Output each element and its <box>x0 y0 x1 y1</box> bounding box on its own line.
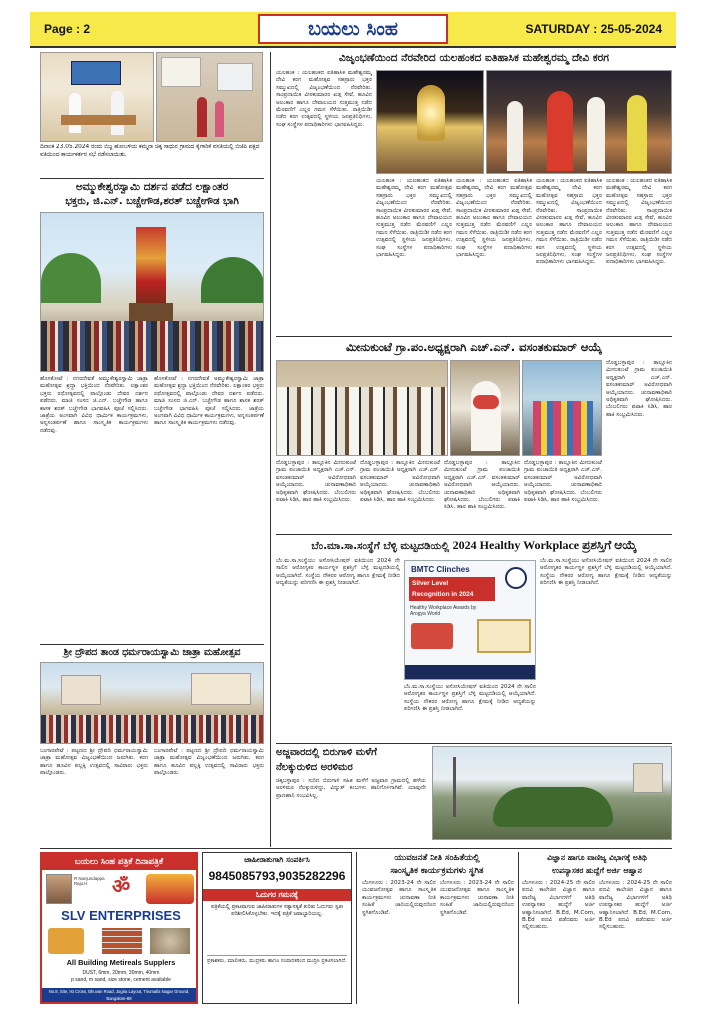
article4-body-col1: ದೊಡ್ಡಬಳ್ಳಾಪುರ : ತಾಲ್ಲೂಕಿನ ಮೀನುಕುಂಟೆ ಗ್ರಾಮ ಪಂಚಾಯಿತಿ ಅಧ್ಯಕ್ಷರಾಗಿ ಎಚ್.ಎನ್. ವಸಂತಕುಮಾರ್ ಅವಿರೋಧವಾಗಿ ಆಯ್ಕೆಯಾದರು. ಚುನಾವಣಾಧಿಕಾರಿ ಅಧಿಕೃತವಾಗಿ ಘೋಷಿಸಿದರು. ಬೆಂಬಲಿಗರು ಪಟಾಕಿ ಸಿಡಿಸಿ, ಹಾರ ಹಾಕಿ ಸಂಭ್ರಮಿಸಿದರು. <box>276 460 356 504</box>
karaga-photo-left <box>376 70 484 174</box>
article6-headline-1: ಅಜ್ಜವಾರದಲ್ಲಿ ಬಿರುಗಾಳಿ ಮಳೆಗೆ <box>276 747 377 758</box>
issue-date: SATURDAY : 25-05-2024 <box>525 22 662 36</box>
classified-contact-box <box>202 852 352 1004</box>
ad-tagline: All Building Metireals Supplers <box>66 958 176 967</box>
publisher-footer: ಪ್ರಕಾಶಕರು, ಮಾಲೀಕರು, ಮುದ್ರಕರು ಹಾಗೂ ಸಂಪಾದಕರಿಂದ ಮುದ್ರಿಸಿ ಪ್ರಕಟಿಸಲಾಗಿದೆ. <box>207 955 347 1001</box>
slv-enterprises-ad <box>40 852 198 1004</box>
column-divider <box>356 852 357 1004</box>
meeting-photo-caption: ದಿನಾಂಕ 23.05.2024 ರಂದು ಬಿಜ್ಜ ಹೋಬಳಿಯ ಕಮ್ಮನಾ ಚಿಕ್ಕ ಸಾಧುನ ಗ್ರಾಮದ ಕೈಗಾರಿಕೆ ವಸತಿಯಲ್ಲಿ ಬಿಜೆಪಿ ಪಕ್ಷದ ವತಿಯಿಂದ ಕಾರ್ಯಕರ್ತರ ಸಭೆ ನಡೆಸಲಾಯಿತು. <box>40 144 260 158</box>
article5-headline-prefix: ಬೆಂ.ಮಾ.ಸಾ.ಸಂಸ್ಥೆಗೆ ಬೆಳ್ಳಿ ಮಟ್ಟದಡಿಯಲ್ಲಿ <box>311 541 450 552</box>
newspaper-title: ಬಯಲು ಸಿಂಹ <box>258 14 448 44</box>
column-divider <box>518 852 519 1004</box>
article6-headline-2: ನೆಲಕ್ಕುರುಳಿದ ಅರಳಿಮರ <box>276 762 353 773</box>
article8-headline-1: ವಿಜ್ಞಾನ ಹಾಗೂ ವಾಣಿಜ್ಯ ವಿಭಾಗಕ್ಕೆ ಅತಿಥಿ <box>547 853 647 862</box>
meeting-photo-right <box>156 52 263 142</box>
article3-body-col2: ಯಲಹಂಕ : ಯಲಹಂಕದ ಐತಿಹಾಸಿಕ ಮಹೇಶ್ವರಮ್ಮ ದೇವಿ ಕರಗ ಮಹೋತ್ಸವ ಸಹಸ್ರಾರು ಭಕ್ತರ ಸಮ್ಮುಖದಲ್ಲಿ ವಿಜೃಂಭಣೆಯಿಂದ ನೆರವೇರಿತು. ಸಾಂಪ್ರದಾಯಿಕ ವೀರಕುಮಾರರ ಖಡ್ಗ ಸೇವೆ, ಹೂವಿನ ಅಲಂಕಾರ ಹಾಗೂ ದೇವಾಲಯದ ಸುತ್ತಮುತ್ತ ನಡೆದ ಮೆರವಣಿಗೆ ಎಲ್ಲರ ಗಮನ ಸೆಳೆಯಿತು. ರಾತ್ರಿಯಿಡೀ ನಡೆದ ಕರಗ ಉತ್ಸವದಲ್ಲಿ ಸ್ಥಳೀಯ ಜನಪ್ರತಿನಿಧಿಗಳು, ಸಂಘ ಸಂಸ್ಥೆಗಳ ಪದಾಧಿಕಾರಿಗಳು ಭಾಗವಹಿಸಿದ್ದರು. <box>376 178 452 259</box>
ad-sand-image <box>150 928 190 954</box>
article2-body-col2: ಬಂಗಾರಪೇಟೆ : ಪಟ್ಟಣದ ಶ್ರೀ ದ್ರೌಪದಿ ಧರ್ಮರಾಯಸ್ವಾಮಿ ಜಾತ್ರಾ ಮಹೋತ್ಸವ ವಿಜೃಂಭಣೆಯಿಂದ ಜರುಗಿತು. ಕರಗ ಹಾಗೂ ಹೂವಿನ ಪಲ್ಲಕ್ಕಿ ಉತ್ಸವದಲ್ಲಿ ಸಾವಿರಾರು ಭಕ್ತರು ಪಾಲ್ಗೊಂಡರು. <box>154 748 264 777</box>
article4-body-col4: ದೊಡ್ಡಬಳ್ಳಾಪುರ : ತಾಲ್ಲೂಕಿನ ಮೀನುಕುಂಟೆ ಗ್ರಾಮ ಪಂಚಾಯಿತಿ ಅಧ್ಯಕ್ಷರಾಗಿ ಎಚ್.ಎನ್. ವಸಂತಕುಮಾರ್ ಅವಿರೋಧವಾಗಿ ಆಯ್ಕೆಯಾದರು. ಚುನಾವಣಾಧಿಕಾರಿ ಅಧಿಕೃತವಾಗಿ ಘೋಷಿಸಿದರು. ಬೆಂಬಲಿಗರು ಪಟಾಕಿ ಸಿಡಿಸಿ, ಹಾರ ಹಾಕಿ ಸಂಭ್ರಮಿಸಿದರು. <box>524 460 602 504</box>
article8-body-col2: ಬೆಂಗಳೂರು : 2024-25 ನೇ ಸಾಲಿನ ಪದವಿ ಕಾಲೇಜಿನ ವಿಜ್ಞಾನ ಹಾಗೂ ವಾಣಿಜ್ಯ ವಿಭಾಗಗಳಿಗೆ ಅತಿಥಿ ಉಪನ್ಯಾಸಕರ ಹುದ್ದೆಗೆ ಅರ್ಜಿ ಆಹ್ವಾನಿಸಲಾಗಿದೆ. B.Ed, M.Com, B.Ed ಪದವಿ ಪಡೆದವರು ಅರ್ಜಿ ಸಲ್ಲಿಸಬಹುದು. <box>599 880 672 931</box>
article1-body-col1: ಹೊಸಕೋಟೆ : ನಗರದೇವತೆ ಅಮ್ಮುಕೇಶ್ವರಸ್ವಾಮಿ ಜಾತ್ರಾ ಮಹೋತ್ಸವ ಶ್ರದ್ಧಾ ಭಕ್ತಿಯಿಂದ ನೆರವೇರಿತು. ಲಕ್ಷಾಂತರ ಭಕ್ತರು ರಥೋತ್ಸವದಲ್ಲಿ ಪಾಲ್ಗೊಂಡು ದೇವರ ದರ್ಶನ ಪಡೆದರು. ಮಾಜಿ ಸಂಸದ ಜಿ.ಎನ್. ಬಚ್ಚೇಗೌಡ ಹಾಗೂ ಶಾಸಕ ಶರತ್ ಬಚ್ಚೇಗೌಡ ಭಾಗವಹಿಸಿ ಪೂಜೆ ಸಲ್ಲಿಸಿದರು. ಜಾತ್ರೆಯ ಅಂಗವಾಗಿ ವಿವಿಧ ಧಾರ್ಮಿಕ ಕಾರ್ಯಕ್ರಮಗಳು, ಅನ್ನಸಂತರ್ಪಣೆ ಹಾಗೂ ಸಾಂಸ್ಕೃತಿಕ ಕಾರ್ಯಕ್ರಮಗಳು ನಡೆದವು. <box>40 376 148 434</box>
deity-image <box>146 874 194 904</box>
article2-body-col1: ಬಂಗಾರಪೇಟೆ : ಪಟ್ಟಣದ ಶ್ರೀ ದ್ರೌಪದಿ ಧರ್ಮರಾಯಸ್ವಾಮಿ ಜಾತ್ರಾ ಮಹೋತ್ಸವ ವಿಜೃಂಭಣೆಯಿಂದ ಜರುಗಿತು. ಕರಗ ಹಾಗೂ ಹೂವಿನ ಪಲ್ಲಕ್ಕಿ ಉತ್ಸವದಲ್ಲಿ ಸಾವಿರಾರು ಭಕ್ತರು ಪಾಲ್ಗೊಂಡರು. <box>40 748 148 777</box>
panchayat-president-photo-1 <box>276 360 448 456</box>
article3-body-col5: ಯಲಹಂಕ : ಯಲಹಂಕದ ಐತಿಹಾಸಿಕ ಮಹೇಶ್ವರಮ್ಮ ದೇವಿ ಕರಗ ಮಹೋತ್ಸವ ಸಹಸ್ರಾರು ಭಕ್ತರ ಸಮ್ಮುಖದಲ್ಲಿ ವಿಜೃಂಭಣೆಯಿಂದ ನೆರವೇರಿತು. ಸಾಂಪ್ರದಾಯಿಕ ವೀರಕುಮಾರರ ಖಡ್ಗ ಸೇವೆ, ಹೂವಿನ ಅಲಂಕಾರ ಹಾಗೂ ದೇವಾಲಯದ ಸುತ್ತಮುತ್ತ ನಡೆದ ಮೆರವಣಿಗೆ ಎಲ್ಲರ ಗಮನ ಸೆಳೆಯಿತು. ರಾತ್ರಿಯಿಡೀ ನಡೆದ ಕರಗ ಉತ್ಸವದಲ್ಲಿ ಸ್ಥಳೀಯ ಜನಪ್ರತಿನಿಧಿಗಳು, ಸಂಘ ಸಂಸ್ಥೆಗಳ ಪದಾಧಿಕಾರಿಗಳು ಭಾಗವಹಿಸಿದ್ದರು. <box>606 178 672 266</box>
article3-body-col1: ಯಲಹಂಕ : ಯಲಹಂಕದ ಐತಿಹಾಸಿಕ ಮಹೇಶ್ವರಮ್ಮ ದೇವಿ ಕರಗ ಮಹೋತ್ಸವ ಸಹಸ್ರಾರು ಭಕ್ತರ ಸಮ್ಮುಖದಲ್ಲಿ ವಿಜೃಂಭಣೆಯಿಂದ ನೆರವೇರಿತು. ಸಾಂಪ್ರದಾಯಿಕ ವೀರಕುಮಾರರ ಖಡ್ಗ ಸೇವೆ, ಹೂವಿನ ಅಲಂಕಾರ ಹಾಗೂ ದೇವಾಲಯದ ಸುತ್ತಮುತ್ತ ನಡೆದ ಮೆರವಣಿಗೆ ಎಲ್ಲರ ಗಮನ ಸೆಳೆಯಿತು. ರಾತ್ರಿಯಿಡೀ ನಡೆದ ಕರಗ ಉತ್ಸವದಲ್ಲಿ ಸ್ಥಳೀಯ ಜನಪ್ರತಿನಿಧಿಗಳು, ಸಂಘ ಸಂಸ್ಥೆಗಳ ಪದಾಧಿಕಾರಿಗಳು ಭಾಗವಹಿಸಿದ್ದರು. <box>276 70 372 128</box>
article4-headline: ಮೀನುಕುಂಟೆ ಗ್ರಾ.ಪಂ.ಅಧ್ಯಕ್ಷರಾಗಿ ಎಚ್.ಎನ್. ವಸಂತಕುಮಾರ್ ಆಯ್ಕೆ <box>345 340 603 354</box>
notice-title: ಓದುಗರ ಗಮನಕ್ಕೆ <box>203 889 351 901</box>
article3-headline: ವಿಜೃಂಭಣೆಯಿಂದ ನೆರವೇರಿದ ಯಲಹಂಕದ ಐತಿಹಾಸಿಕ ಮಹೇಶ್ವರಮ್ಮ ದೇವಿ ಕರಗ <box>339 52 609 64</box>
om-symbol-icon: ॐ <box>112 874 131 898</box>
page-number: Page : 2 <box>44 22 91 36</box>
newspaper-page <box>30 12 676 1012</box>
meeting-photo-left <box>40 52 154 142</box>
ad-company-name: SLV ENTERPRISES <box>61 908 181 923</box>
divider <box>276 743 672 744</box>
poster-certificate <box>477 619 531 653</box>
divider <box>276 336 672 337</box>
article1-headline-2: ಭಕ್ತರು, ಜಿ.ಎನ್. ಬಚ್ಚೇಗೌಡ,ಶರತ್ ಬಚ್ಚೇಗೌಡ ಭಾಗಿ <box>65 196 239 207</box>
article5-headline <box>276 536 672 556</box>
dharmaraya-jatre-photo <box>40 662 264 744</box>
article6-body: ಚಿಕ್ಕಬಳ್ಳಾಪುರ : ಸುರಿದ ಬಿರುಗಾಳಿ ಸಹಿತ ಮಳೆಗೆ ಅಜ್ಜವಾರ ಗ್ರಾಮದಲ್ಲಿ ಹಳೆಯ ಅರಳಿಮರ ನೆಲಕ್ಕುರುಳಿದ್ದು, ವಿದ್ಯುತ್ ಕಂಬಗಳು ಹಾನಿಗೊಳಗಾಗಿವೆ. ಯಾವುದೇ ಪ್ರಾಣಹಾನಿ ಸಂಭವಿಸಿಲ್ಲ. <box>276 778 426 799</box>
article4-body-col5: ದೊಡ್ಡಬಳ್ಳಾಪುರ : ತಾಲ್ಲೂಕಿನ ಮೀನುಕುಂಟೆ ಗ್ರಾಮ ಪಂಚಾಯಿತಿ ಅಧ್ಯಕ್ಷರಾಗಿ ಎಚ್.ಎನ್. ವಸಂತಕುಮಾರ್ ಅವಿರೋಧವಾಗಿ ಆಯ್ಕೆಯಾದರು. ಚುನಾವಣಾಧಿಕಾರಿ ಅಧಿಕೃತವಾಗಿ ಘೋಷಿಸಿದರು. ಬೆಂಬಲಿಗರು ಪಟಾಕಿ ಸಿಡಿಸಿ, ಹಾರ ಹಾಕಿ ಸಂಭ್ರಮಿಸಿದರು. <box>606 360 672 418</box>
contact-phones: 9845085793,9035282296 <box>208 869 346 883</box>
article3-body-col3: ಯಲಹಂಕ : ಯಲಹಂಕದ ಐತಿಹಾಸಿಕ ಮಹೇಶ್ವರಮ್ಮ ದೇವಿ ಕರಗ ಮಹೋತ್ಸವ ಸಹಸ್ರಾರು ಭಕ್ತರ ಸಮ್ಮುಖದಲ್ಲಿ ವಿಜೃಂಭಣೆಯಿಂದ ನೆರವೇರಿತು. ಸಾಂಪ್ರದಾಯಿಕ ವೀರಕುಮಾರರ ಖಡ್ಗ ಸೇವೆ, ಹೂವಿನ ಅಲಂಕಾರ ಹಾಗೂ ದೇವಾಲಯದ ಸುತ್ತಮುತ್ತ ನಡೆದ ಮೆರವಣಿಗೆ ಎಲ್ಲರ ಗಮನ ಸೆಳೆಯಿತು. ರಾತ್ರಿಯಿಡೀ ನಡೆದ ಕರಗ ಉತ್ಸವದಲ್ಲಿ ಸ್ಥಳೀಯ ಜನಪ್ರತಿನಿಧಿಗಳು, ಸಂಘ ಸಂಸ್ಥೆಗಳ ಪದಾಧಿಕಾರಿಗಳು ಭಾಗವಹಿಸಿದ್ದರು. <box>456 178 532 259</box>
article7-headline-2: ಸಾಂಸ್ಕೃತಿಕ ಕಾರ್ಯಕ್ರಮಗಳು ಸ್ಥಗಿತ <box>390 866 484 876</box>
column-divider <box>270 52 271 847</box>
poster-bus-image <box>411 623 453 649</box>
divider <box>276 534 672 535</box>
article3-body-col4: ಯಲಹಂಕ : ಯಲಹಂಕದ ಐತಿಹಾಸಿಕ ಮಹೇಶ್ವರಮ್ಮ ದೇವಿ ಕರಗ ಮಹೋತ್ಸವ ಸಹಸ್ರಾರು ಭಕ್ತರ ಸಮ್ಮುಖದಲ್ಲಿ ವಿಜೃಂಭಣೆಯಿಂದ ನೆರವೇರಿತು. ಸಾಂಪ್ರದಾಯಿಕ ವೀರಕುಮಾರರ ಖಡ್ಗ ಸೇವೆ, ಹೂವಿನ ಅಲಂಕಾರ ಹಾಗೂ ದೇವಾಲಯದ ಸುತ್ತಮುತ್ತ ನಡೆದ ಮೆರವಣಿಗೆ ಎಲ್ಲರ ಗಮನ ಸೆಳೆಯಿತು. ರಾತ್ರಿಯಿಡೀ ನಡೆದ ಕರಗ ಉತ್ಸವದಲ್ಲಿ ಸ್ಥಳೀಯ ಜನಪ್ರತಿನಿಧಿಗಳು, ಸಂಘ ಸಂಸ್ಥೆಗಳ ಪದಾಧಿಕಾರಿಗಳು ಭಾಗವಹಿಸಿದ್ದರು. <box>536 178 602 266</box>
article7-body-col1: ಬೆಂಗಳೂರು : 2023-24 ನೇ ಸಾಲಿನ ಯುವಜನೋತ್ಸವ ಹಾಗೂ ಸಾಂಸ್ಕೃತಿಕ ಕಾರ್ಯಕ್ರಮಗಳು ಚುನಾವಣಾ ನೀತಿ ಸಂಹಿತೆ ಜಾರಿಯಲ್ಲಿರುವುದರಿಂದ ಸ್ಥಗಿತಗೊಂಡಿವೆ. <box>362 880 436 916</box>
notice-text: ಪತ್ರಿಕೆಯಲ್ಲಿ ಪ್ರಕಟವಾಗುವ ಜಾಹೀರಾತುಗಳ ಸತ್ಯಾಸತ್ಯತೆ ಕುರಿತು ಓದುಗರು ಸ್ವತಃ ಪರಿಶೀಲಿಸಿಕೊಳ್ಳಬೇಕು. ಇದಕ್ಕೆ ಪತ್ರಿಕೆ ಜವಾಬ್ದಾರಿಯಲ್ಲ. <box>211 904 343 918</box>
article4-body-col2: ದೊಡ್ಡಬಳ್ಳಾಪುರ : ತಾಲ್ಲೂಕಿನ ಮೀನುಕುಂಟೆ ಗ್ರಾಮ ಪಂಚಾಯಿತಿ ಅಧ್ಯಕ್ಷರಾಗಿ ಎಚ್.ಎನ್. ವಸಂತಕುಮಾರ್ ಅವಿರೋಧವಾಗಿ ಆಯ್ಕೆಯಾದರು. ಚುನಾವಣಾಧಿಕಾರಿ ಅಧಿಕೃತವಾಗಿ ಘೋಷಿಸಿದರು. ಬೆಂಬಲಿಗರು ಪಟಾಕಿ ಸಿಡಿಸಿ, ಹಾರ ಹಾಕಿ ಸಂಭ್ರಮಿಸಿದರು. <box>360 460 440 504</box>
poster-footer-strip <box>405 665 536 680</box>
article1-headline-1: ಅಮ್ಮುಕೇಶ್ವರಸ್ವಾಮಿ ದರ್ಶನ ಪಡೆದ ಲಕ್ಷಾಂತರ <box>75 181 229 193</box>
article7-body-col2: ಬೆಂಗಳೂರು : 2023-24 ನೇ ಸಾಲಿನ ಯುವಜನೋತ್ಸವ ಹಾಗೂ ಸಾಂಸ್ಕೃತಿಕ ಕಾರ್ಯಕ್ರಮಗಳು ಚುನಾವಣಾ ನೀತಿ ಸಂಹಿತೆ ಜಾರಿಯಲ್ಲಿರುವುದರಿಂದ ಸ್ಥಗಿತಗೊಂಡಿವೆ. <box>440 880 514 916</box>
article5-body-col1: ಬೆಂ.ಮ.ಸಾ.ಸಂಸ್ಥೆಯು ಅಸೋಸಿಯೇಷನ್ ವತಿಯಿಂದ 2024 ನೇ ಸಾಲಿನ ಆರೋಗ್ಯಕರ ಕಾರ್ಯಸ್ಥಳ ಪ್ರಶಸ್ತಿಗೆ ಬೆಳ್ಳಿ ಮಟ್ಟದಡಿಯಲ್ಲಿ ಆಯ್ಕೆಯಾಗಿದೆ. ಸಂಸ್ಥೆಯ ನೌಕರರ ಆರೋಗ್ಯ ಹಾಗೂ ಕ್ಷೇಮಕ್ಕೆ ನೀಡಿದ ಆದ್ಯತೆಯನ್ನು ಪರಿಗಣಿಸಿ ಈ ಪ್ರಶಸ್ತಿ ನೀಡಲಾಗಿದೆ. <box>276 558 400 587</box>
ad-address: No.8, Site, Ist Cross, Bhuvan Road, Jogira Layout, Tirumalla Nagar Ground, Bangalore-88 <box>42 988 196 1002</box>
article4-body-col3: ದೊಡ್ಡಬಳ್ಳಾಪುರ : ತಾಲ್ಲೂಕಿನ ಮೀನುಕುಂಟೆ ಗ್ರಾಮ ಪಂಚಾಯಿತಿ ಅಧ್ಯಕ್ಷರಾಗಿ ಎಚ್.ಎನ್. ವಸಂತಕುಮಾರ್ ಅವಿರೋಧವಾಗಿ ಆಯ್ಕೆಯಾದರು. ಚುನಾವಣಾಧಿಕಾರಿ ಅಧಿಕೃತವಾಗಿ ಘೋಷಿಸಿದರು. ಬೆಂಬಲಿಗರು ಪಟಾಕಿ ಸಿಡಿಸಿ, ಹಾರ ಹಾಕಿ ಸಂಭ್ರಮಿಸಿದರು. <box>444 460 520 511</box>
contact-header: ಜಾಹೀರಾತುಗಾಗಿ ಸಂಪರ್ಕಿಸಿ <box>244 855 310 864</box>
masthead <box>30 12 676 48</box>
divider <box>40 848 672 849</box>
poster-title: BMTC Clinches <box>411 565 470 574</box>
fallen-tree-photo <box>432 746 672 840</box>
ad-person-name: R Nanjundappa Raju.H <box>74 876 105 886</box>
article1-body-col2: ಹೊಸಕೋಟೆ : ನಗರದೇವತೆ ಅಮ್ಮುಕೇಶ್ವರಸ್ವಾಮಿ ಜಾತ್ರಾ ಮಹೋತ್ಸವ ಶ್ರದ್ಧಾ ಭಕ್ತಿಯಿಂದ ನೆರವೇರಿತು. ಲಕ್ಷಾಂತರ ಭಕ್ತರು ರಥೋತ್ಸವದಲ್ಲಿ ಪಾಲ್ಗೊಂಡು ದೇವರ ದರ್ಶನ ಪಡೆದರು. ಮಾಜಿ ಸಂಸದ ಜಿ.ಎನ್. ಬಚ್ಚೇಗೌಡ ಹಾಗೂ ಶಾಸಕ ಶರತ್ ಬಚ್ಚೇಗೌಡ ಭಾಗವಹಿಸಿ ಪೂಜೆ ಸಲ್ಲಿಸಿದರು. ಜಾತ್ರೆಯ ಅಂಗವಾಗಿ ವಿವಿಧ ಧಾರ್ಮಿಕ ಕಾರ್ಯಕ್ರಮಗಳು, ಅನ್ನಸಂತರ್ಪಣೆ ಹಾಗೂ ಸಾಂಸ್ಕೃತಿಕ ಕಾರ್ಯಕ್ರಮಗಳು ನಡೆದವು. <box>154 376 264 427</box>
ad-header: ಬಯಲು ಸಿಂಹ ಪತ್ರಿಕೆ ದಿನಾಪತ್ರಿಕೆ <box>42 854 196 870</box>
article2-headline: ಶ್ರೀ ದ್ರೌಪದ ತಾಂಡ ಧರ್ಮರಾಯಸ್ವಾಮಿ ಜಾತ್ರಾ ಮಹೋತ್ಸವ <box>63 647 241 658</box>
article5-headline-suffix: 2024 Healthy Workplace ಪ್ರಶಸ್ತಿಗೆ ಆಯ್ಕೆ <box>452 538 637 552</box>
bmtc-award-poster <box>404 560 536 680</box>
article7-headline-1: ಯುವಜನತೆ ನೀತಿ ಸಂಹಿತೆಯಲ್ಲಿ <box>394 853 480 863</box>
divider <box>40 644 264 645</box>
ad-truck-image <box>48 928 84 954</box>
panchayat-president-photo-3 <box>522 360 602 456</box>
article5-body-col2: ಬೆಂ.ಮ.ಸಾ.ಸಂಸ್ಥೆಯು ಅಸೋಸಿಯೇಷನ್ ವತಿಯಿಂದ 2024 ನೇ ಸಾಲಿನ ಆರೋಗ್ಯಕರ ಕಾರ್ಯಸ್ಥಳ ಪ್ರಶಸ್ತಿಗೆ ಬೆಳ್ಳಿ ಮಟ್ಟದಡಿಯಲ್ಲಿ ಆಯ್ಕೆಯಾಗಿದೆ. ಸಂಸ್ಥೆಯ ನೌಕರರ ಆರೋಗ್ಯ ಹಾಗೂ ಕ್ಷೇಮಕ್ಕೆ ನೀಡಿದ ಆದ್ಯತೆಯನ್ನು ಪರಿಗಣಿಸಿ ಈ ಪ್ರಶಸ್ತಿ ನೀಡಲಾಗಿದೆ. <box>404 684 536 713</box>
poster-banner: Silver Level Recognition in 2024 <box>409 577 495 601</box>
bmtc-logo-icon <box>505 567 527 589</box>
panchayat-president-photo-2 <box>450 360 520 456</box>
ad-products: DUST, 6mm, 20mm, 30mm, 40mm p sand, m sand, size stone, cement available <box>71 970 171 983</box>
chariot-festival-photo <box>40 212 264 372</box>
article8-body-col1: ಬೆಂಗಳೂರು : 2024-25 ನೇ ಸಾಲಿನ ಪದವಿ ಕಾಲೇಜಿನ ವಿಜ್ಞಾನ ಹಾಗೂ ವಾಣಿಜ್ಯ ವಿಭಾಗಗಳಿಗೆ ಅತಿಥಿ ಉಪನ್ಯಾಸಕರ ಹುದ್ದೆಗೆ ಅರ್ಜಿ ಆಹ್ವಾನಿಸಲಾಗಿದೆ. B.Ed, M.Com, B.Ed ಪದವಿ ಪಡೆದವರು ಅರ್ಜಿ ಸಲ್ಲಿಸಬಹುದು. <box>522 880 595 931</box>
karaga-photo-right <box>486 70 672 174</box>
ad-bricks-image <box>102 928 142 954</box>
ad-person-photo <box>46 874 72 904</box>
poster-subtitle: Healthy Workplace Awards by Arogya World <box>410 605 477 617</box>
article8-headline-2: ಉಪನ್ಯಾಸಕರ ಹುದ್ದೆಗೆ ಅರ್ಜಿ ಆಹ್ವಾನ <box>552 866 642 875</box>
article5-body-col3: ಬೆಂ.ಮ.ಸಾ.ಸಂಸ್ಥೆಯು ಅಸೋಸಿಯೇಷನ್ ವತಿಯಿಂದ 2024 ನೇ ಸಾಲಿನ ಆರೋಗ್ಯಕರ ಕಾರ್ಯಸ್ಥಳ ಪ್ರಶಸ್ತಿಗೆ ಬೆಳ್ಳಿ ಮಟ್ಟದಡಿಯಲ್ಲಿ ಆಯ್ಕೆಯಾಗಿದೆ. ಸಂಸ್ಥೆಯ ನೌಕರರ ಆರೋಗ್ಯ ಹಾಗೂ ಕ್ಷೇಮಕ್ಕೆ ನೀಡಿದ ಆದ್ಯತೆಯನ್ನು ಪರಿಗಣಿಸಿ ಈ ಪ್ರಶಸ್ತಿ ನೀಡಲಾಗಿದೆ. <box>540 558 672 587</box>
divider <box>40 178 264 179</box>
